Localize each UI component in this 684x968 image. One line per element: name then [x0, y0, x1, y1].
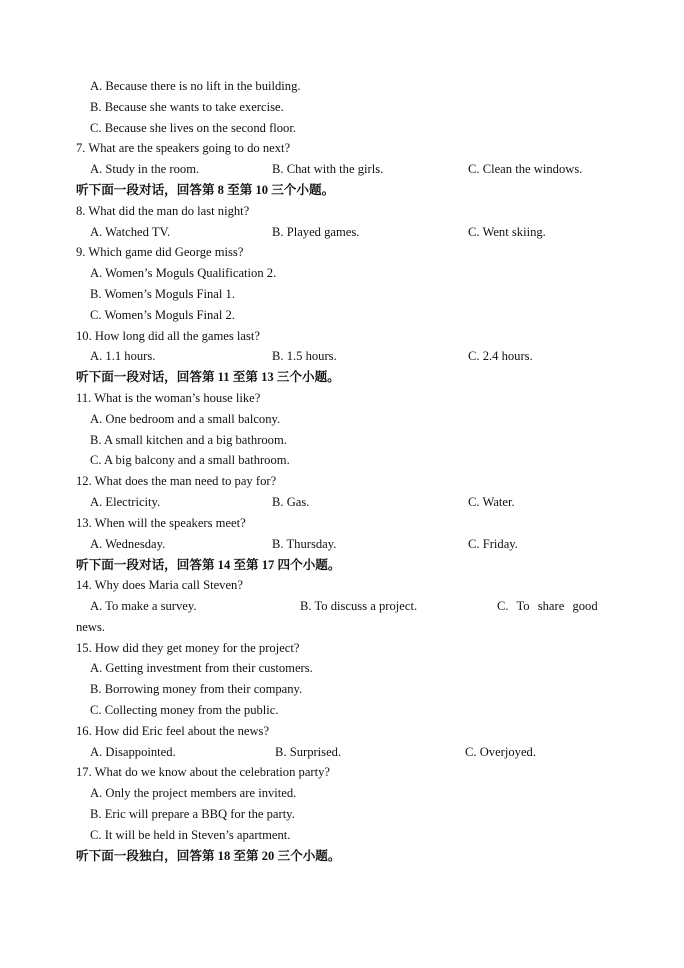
section-instruction-2: 听下面一段对话，回答第 11 至第 13 三个小题。	[76, 370, 340, 384]
q8-option-c: C. Went skiing.	[468, 225, 546, 239]
q15-option-b: B. Borrowing money from their company.	[90, 682, 303, 696]
question-17: 17. What do we know about the celebration party?	[76, 765, 331, 779]
q17-option-c: C. It will be held in Steven’s apartment.	[90, 828, 291, 842]
q16-option-b: B. Surprised.	[275, 745, 342, 759]
question-15: 15. How did they get money for the project?	[76, 641, 300, 655]
q9-option-b: B. Women’s Moguls Final 1.	[90, 287, 235, 301]
q6-option-b: B. Because she wants to take exercise.	[90, 100, 284, 114]
question-16: 16. How did Eric feel about the news?	[76, 724, 270, 738]
section-instruction-1: 听下面一段对话，回答第 8 至第 10 三个小题。	[76, 183, 335, 197]
q13-option-b: B. Thursday.	[272, 537, 337, 551]
q8-option-b: B. Played games.	[272, 225, 360, 239]
q16-option-c: C. Overjoyed.	[465, 745, 536, 759]
q6-option-a: A. Because there is no lift in the building.	[90, 79, 301, 93]
question-12: 12. What does the man need to pay for?	[76, 474, 277, 488]
q14-option-b: B. To discuss a project.	[300, 599, 418, 613]
q12-option-a: A. Electricity.	[90, 495, 161, 509]
q17-option-a: A. Only the project members are invited.	[90, 786, 297, 800]
q9-option-a: A. Women’s Moguls Qualification 2.	[90, 266, 277, 280]
q7-option-b: B. Chat with the girls.	[272, 162, 384, 176]
q17-option-b: B. Eric will prepare a BBQ for the party.	[90, 807, 295, 821]
question-8: 8. What did the man do last night?	[76, 204, 250, 218]
question-14: 14. Why does Maria call Steven?	[76, 578, 243, 592]
q12-option-b: B. Gas.	[272, 495, 310, 509]
q14-option-c: C. To share good	[497, 599, 598, 613]
q15-option-c: C. Collecting money from the public.	[90, 703, 279, 717]
q15-option-a: A. Getting investment from their customers.	[90, 661, 313, 675]
q14-option-c-continued: news.	[76, 620, 106, 634]
q10-option-c: C. 2.4 hours.	[468, 349, 533, 363]
q10-option-b: B. 1.5 hours.	[272, 349, 337, 363]
q13-option-a: A. Wednesday.	[90, 537, 166, 551]
q10-option-a: A. 1.1 hours.	[90, 349, 156, 363]
question-7: 7. What are the speakers going to do next?	[76, 141, 291, 155]
q7-option-a: A. Study in the room.	[90, 162, 200, 176]
q8-option-a: A. Watched TV.	[90, 225, 171, 239]
q13-option-c: C. Friday.	[468, 537, 518, 551]
q9-option-c: C. Women’s Moguls Final 2.	[90, 308, 235, 322]
q11-option-c: C. A big balcony and a small bathroom.	[90, 453, 290, 467]
question-9: 9. Which game did George miss?	[76, 245, 244, 259]
q12-option-c: C. Water.	[468, 495, 515, 509]
section-instruction-4: 听下面一段独白，回答第 18 至第 20 三个小题。	[76, 849, 341, 863]
question-11: 11. What is the woman’s house like?	[76, 391, 261, 405]
question-10: 10. How long did all the games last?	[76, 329, 260, 343]
q11-option-a: A. One bedroom and a small balcony.	[90, 412, 281, 426]
q11-option-b: B. A small kitchen and a big bathroom.	[90, 433, 287, 447]
q14-option-a: A. To make a survey.	[90, 599, 197, 613]
q7-option-c: C. Clean the windows.	[468, 162, 583, 176]
q16-option-a: A. Disappointed.	[90, 745, 176, 759]
section-instruction-3: 听下面一段对话，回答第 14 至第 17 四个小题。	[76, 558, 341, 572]
question-13: 13. When will the speakers meet?	[76, 516, 246, 530]
q6-option-c: C. Because she lives on the second floor.	[90, 121, 297, 135]
